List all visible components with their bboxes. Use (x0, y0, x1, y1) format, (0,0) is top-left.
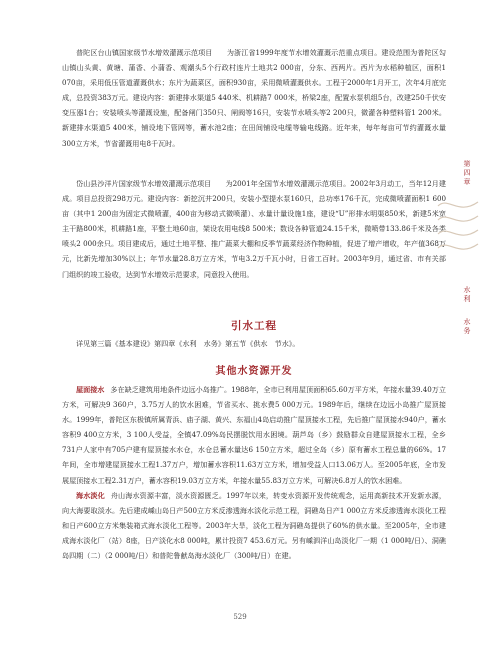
side-tab-chapter: 第四章 (463, 160, 471, 187)
lead-roof-water: 屋面接水 (76, 385, 105, 394)
body-text-block-2 (62, 176, 446, 282)
text-desalination: 舟山海水资源丰富，淡水资源匮乏。1997年以来，转变水资源开发传统观念，运用高新技术开发新水源，向大海要取淡水。先后建成嵊山岛日产500立方米反渗透海水淡化示范工程，洞礁岛日产1 000立方米反渗透海水淡化工程和日产600立方米集装箱式海水淡化工程等。2003年大旱，淡化工程为洞礁岛提供了60%的供水量。至2005年，全市建成海水淡化厂（站）8座，日产淡化水8 000吨，累计投资7 453.6万元。另有嵊泗洋山岛淡化厂一期（1 000吨/日）、洞礁岛四期（二）（2 000吨/日）和普陀鲁献岛海水淡化厂（300吨/日）在建。 (62, 490, 446, 561)
paragraph-putuo-project: 普陀区台山镇国家级节水增效灌溉示范项目 为浙江省1999年度节水增效灌溉示范重点项目。建设范围为普陀区勾山镇山头黄、黄塘、蒲香、小蒲香、观潮头5个行政村连片土地共2 000亩，分东、西两片。西片为水稻种植区，面积1 070亩，采用低压管道灌溉供水；东片为蔬菜区，面积930亩，采用微喷灌溉供水。工程于2000年1月开工，次年4月底完成，总投资383万元。建设内容：新建排水渠道5 440米、机耕路7 000米，桥梁2座，配置水泵机组5台，改建250千伏安变压器1台；安装喷头等灌溉设施，配备闸门350只、闸阀等16只，安装节水喷头等2 200只，微灌各种塑料管1 200米。新建排水渠道5 400米，铺设地下管网等，蓄水池2座；在田间铺设电缆等输电线路。近年来，每年每亩可节约灌溉水量300立方米，节省灌溉用电8千瓦时。 (62, 48, 446, 148)
decorative-wave-icon (436, 190, 480, 270)
lead-desalination: 海水淡化 (76, 490, 105, 500)
body-text-block-3 (62, 382, 446, 563)
page-number: 529 (233, 613, 247, 621)
body-text-block-1 (62, 45, 446, 151)
side-tab-water-conservancy: 水利 (463, 286, 471, 304)
paragraph-roof-water (62, 382, 446, 488)
section-title-water-diversion: 引水工程 (231, 320, 277, 332)
cross-reference-note: 详见第三篇《基本建设》第四章《水利 水务》第五节《供水 节水》。 (76, 339, 300, 348)
text-roof-water: 多在缺乏建筑用地条件边远小岛推广。1988年，全市已利用屋顶面积65.60万平方米，年接水量39.40万立方米，可解决9 360户，3.75万人的饮水困难，节省买水、挑水费5 000万元。1989年后，继续在边远小岛推广屋顶接水。1999年，普陀区东极镇所属青浜、庙子湖、黄兴、东福山4岛启动推广屋顶接水工程，先后推广屋顶接水940户，蓄水容积9 400立方米，3 100人受益，全镇47.09%岛民摆脱饮用水困境。葫芦岛（乡）鼓励群众自建屋顶接水工程，全乡731户人家中有705户建有屋顶接水水仓，水仓总蓄水量达6 150立方米，超过全岛（乡）原有蓄水工程总量的66%。17年间，全市增建屋顶接水工程1.37万户，增加蓄水容积11.63万立方米，增加受益人口13.06万人。至2005年底，全市发展屋顶接水工程2.31万户，蓄水容积19.03万立方米，年接水量55.83万立方米，可解决6.8万人的饮水困难。 (62, 385, 446, 485)
subsection-title-other-water: 其他水资源开发 (215, 366, 293, 377)
paragraph-desalination (62, 488, 446, 563)
paragraph-daishan-project: 岱山县沙洋片国家级节水增效灌溉示范项目 为2001年全国节水增效灌溉示范项目。2002年3月动工，当年12月建成。项目总投资298万元。建设内容：新挖沉井200只，安装小型提水泵160只，总功率176千瓦，完成微喷灌面积1 600亩（其中1 200亩为固定式微喷灌，400亩为移动式微喷灌）、水量计量设施1座，建设“U”形排水明渠850米，新建5米宽主干路800米，机耕路1座，平整土地60亩，架设农用电线8 500米；数设各种管道24.15千米，微喷带133.86千米及各类喷头2 000余只。项目建成后，通过土地平整、推广蔬菜大棚和反季节蔬菜经济作物种植，促进了增产增收，年产值368万元，比新先增加30%以上；年节水量28.8万立方米，节电3.2万千瓦小时，日省工百时。2003年9月，通过省、市有关部门组织的竣工验收，达到节水增效示范要求，同意投入使用。 (62, 179, 446, 279)
side-tab-water-affairs: 水务 (463, 318, 471, 336)
